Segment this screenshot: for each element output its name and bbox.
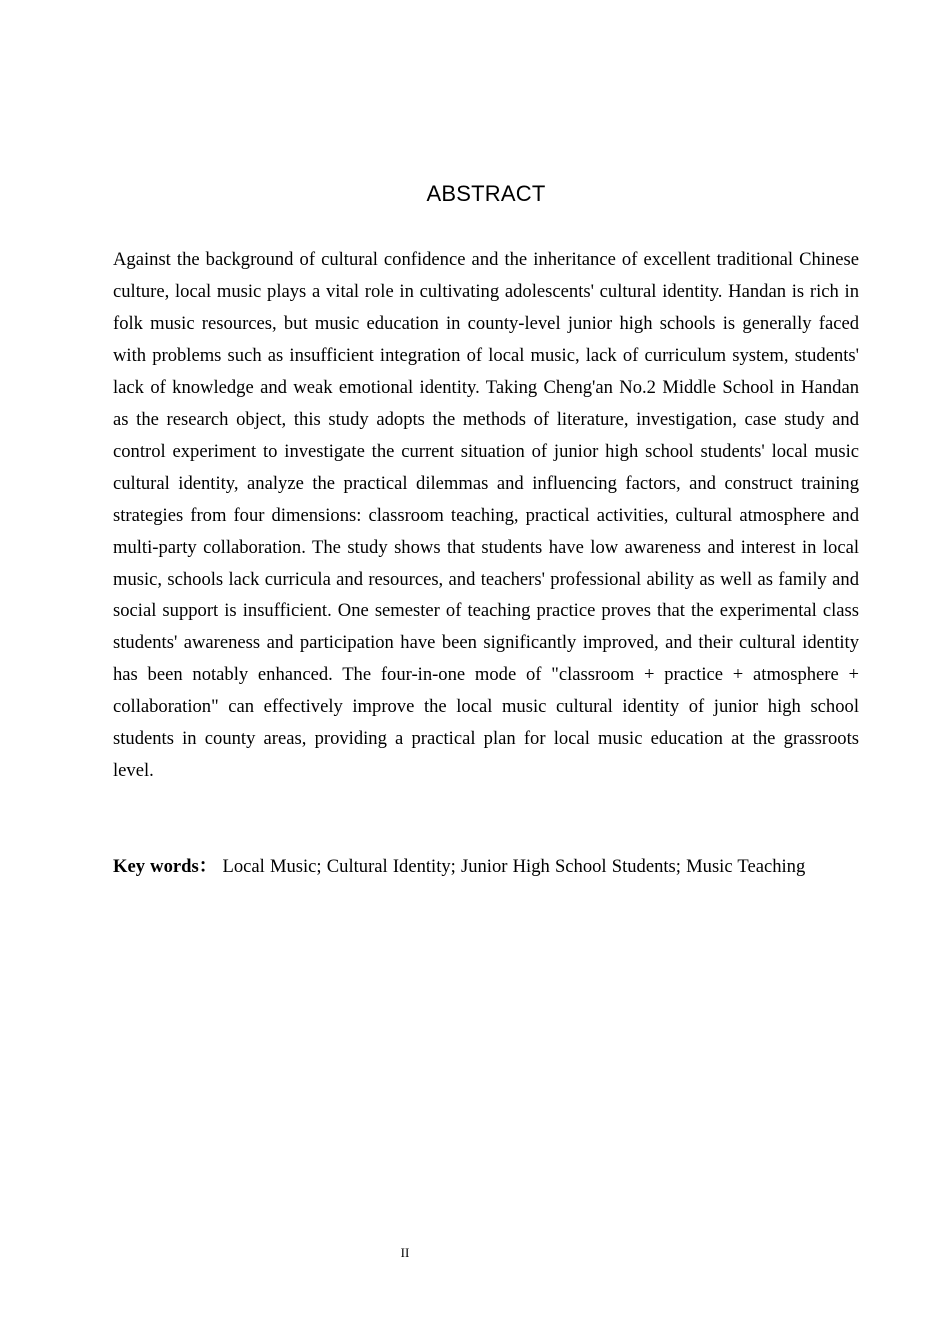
keywords-label: Key words： [113,856,218,877]
keywords-line [113,851,859,883]
abstract-title: ABSTRACT [426,181,546,206]
page-number: II [400,1245,410,1260]
keywords-text: Local Music; Cultural Identity; Junior High School Students; Music Teaching [222,856,806,877]
abstract-body: Against the background of cultural confidence and the inheritance of excellent traditional Chinese culture, local music plays a vital role in cultivating adolescents' cultural identity. Handan is rich in folk music resources, but music education in county-level junior high schools is generally faced with problems such as insufficient integration of local music, lack of curriculum system, students' lack of knowledge and weak emotional identity. Taking Cheng'an No.2 Middle School in Handan as the research object, this study adopts the methods of literature, investigation, case study and control experiment to investigate the current situation of junior high school students' local music cultural identity, analyze the practical dilemmas and influencing factors, and construct training strategies from four dimensions: classroom teaching, practical activities, cultural atmosphere and multi-party collaboration. The study shows that students have low awareness and interest in local music, schools lack curricula and resources, and teachers' professional ability as well as family and social support is insufficient. One semester of teaching practice proves that the experimental class students' awareness and participation have been significantly improved, and their cultural identity has been notably enhanced. The four-in-one mode of "classroom + practice + atmosphere + collaboration" can effectively improve the local music cultural identity of junior high school students in county areas, providing a practical plan for local music education at the grassroots level. [113,249,859,782]
